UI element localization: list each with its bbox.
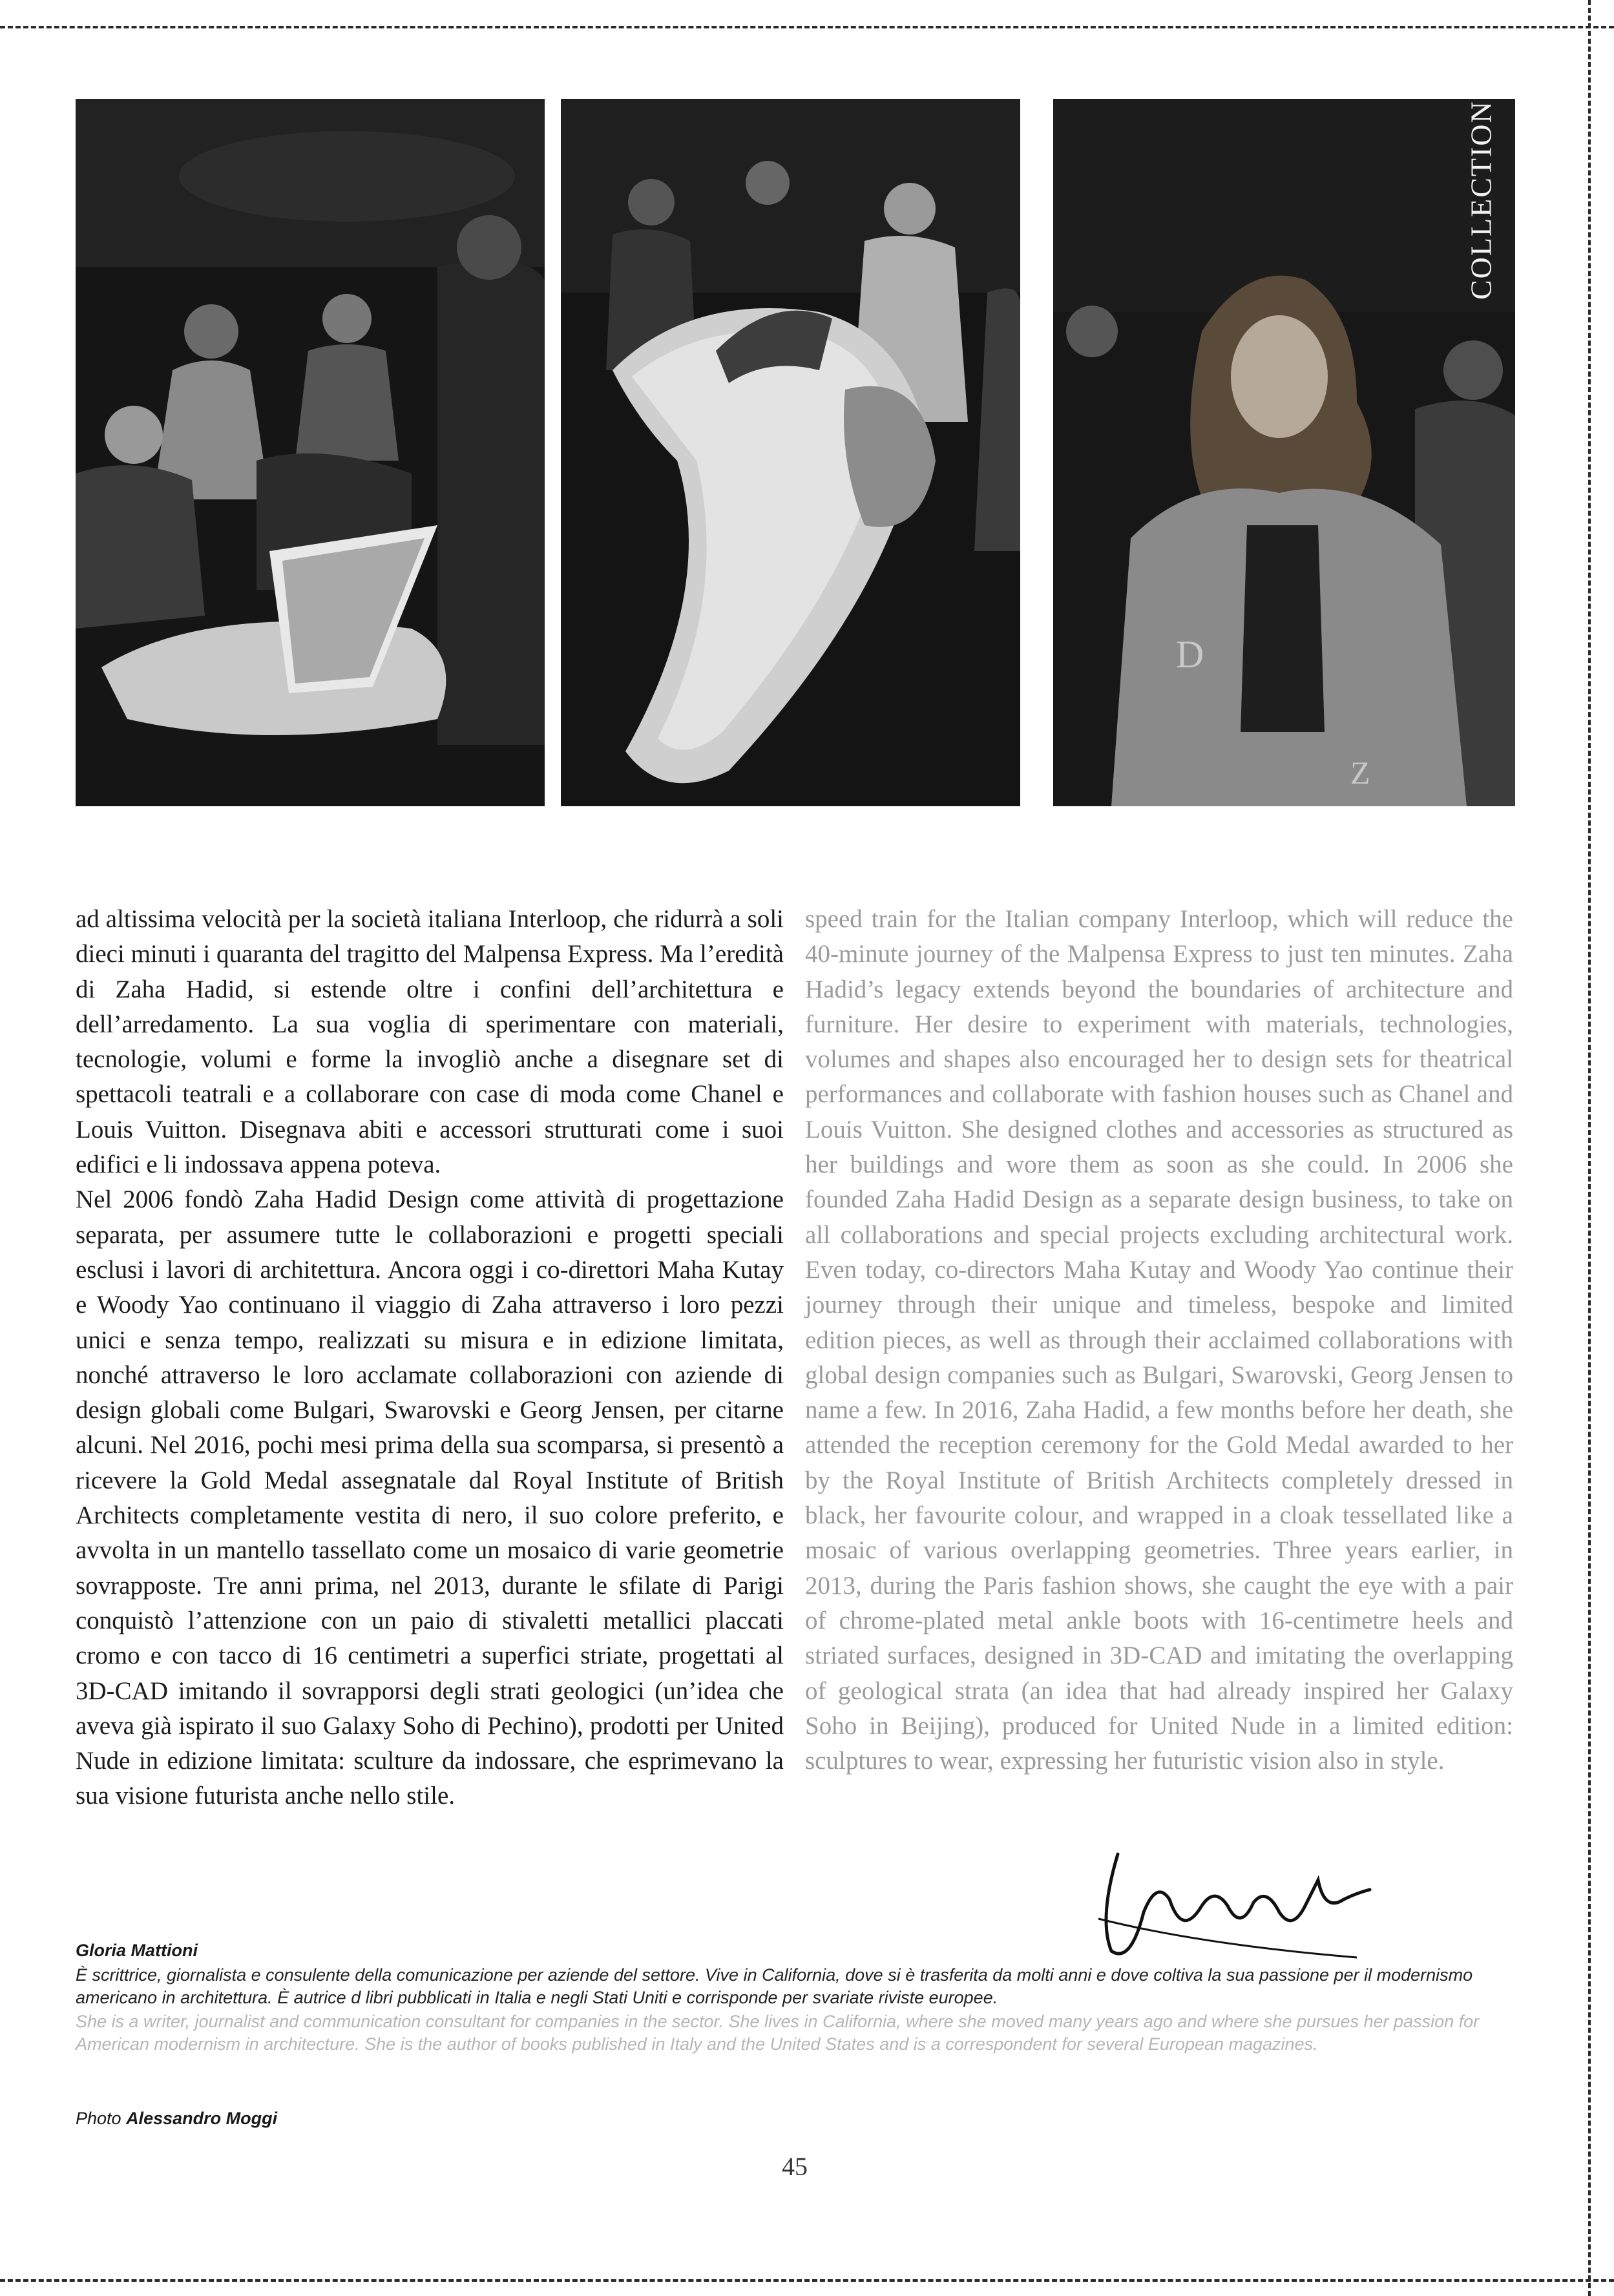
author-name: Gloria Mattioni [76,1941,198,1960]
page-number: 45 [782,2152,808,2181]
photo-lounge-sofa [561,99,1020,806]
svg-text:D: D [1176,633,1204,676]
paragraph: Nel 2006 fondò Zaha Hadid Design come attività di progettazione separata, per assumere tutte le collaborazioni e progetti speciali esclusi i lavori di architettura. Ancora oggi i co-direttori Maha Kutay e Woody Yao continuano il viaggio di Zaha attraverso i loro pezzi unici e senza tempo, realizzati su misura e in edizione limitata, nonché attraverso le loro acclamate collaborazioni con aziende di design globali come Bulgari, Swarovski e Georg Jensen, per citarne alcuni. Nel 2016, pochi mesi prima della sua scomparsa, si presentò a ricevere la Gold Medal assegnatale dal Royal Institute of British Architects completamente vestita di nero, il suo colore preferito, e avvolta in un mantello tassellato come un mosaico di varie geometrie sovrapposte. Tre anni prima, nel 2013, durante le sfilate di Parigi conquistò l’attenzione con un paio di stivaletti metallici placcati cromo e con tacco di 16 centimetri a superfici striate, progettati al 3D-CAD imitando il sovrapporsi degli strati geologici (un’idea che aveva già ispirato il suo Galaxy Soho di Pechino), prodotti per United Nude in edizione limitata: sculture da indossare, che esprimevano la sua visione futurista anche nello stile. [76,1185,784,1810]
svg-text:Z: Z [1350,755,1370,791]
photo-credit-name: Alessandro Moggi [126,2109,278,2128]
article-column-english [805,902,1513,1779]
photo-audience-chair [76,99,545,806]
author-bio-english: She is a writer, journalist and communication consultant for companies in the sector. She lives in California, where she moved many years ago and where she pursues her passion for American modernism in architecture. She is the author of books published in Italy and the United States and is a correspondent for several European magazines. [76,2012,1480,2054]
paragraph: ad altissima velocità per la società italiana Interloop, che ridurrà a soli dieci minuti i quaranta del tragitto del Malpensa Express. Ma l’eredità di Zaha Hadid, si estende oltre i confini dell’architettura e dell’arredamento. La sua voglia di sperimentare con materiali, tecnologie, volumi e forme la invogliò anche a disegnare set di spettacoli teatrali e a collaborare con case di moda come Chanel e Louis Vuitton. Disegnava abiti e accessori strutturati come i suoi edifici e li indossava appena poteva. [76,905,784,1179]
author-bio-italian: È scrittrice, giornalista e consulente della comunicazione per aziende del settore. Vive in California, dove si è trasferita da molti anni e dove coltiva la sua passione per il modernismo americano in architettura. È autrice d libri pubblicati in Italia e negli Stati Uniti e corrisponde per svariate riviste europee. [76,1965,1473,2007]
article-column-italian [76,902,784,1814]
paragraph: speed train for the Italian company Interloop, which will reduce the 40-minute journey of the Malpensa Express to just ten minutes. Zaha Hadid’s legacy extends beyond the boundaries of architecture and furniture. Her desire to experiment with materials, technologies, volumes and shapes also encouraged her to design sets for theatrical performances and collaborate with fashion houses such as Chanel and Louis Vuitton. She designed clothes and accessories as structured as her buildings and wore them as soon as she could. In 2006 she founded Zaha Hadid Design as a separate design business, to take on all collaborations and special projects excluding architectural work. Even today, co-directors Maha Kutay and Woody Yao continue their journey through their unique and timeless, bespoke and limited edition pieces, as well as through their acclaimed collaborations with global design companies such as Bulgari, Swarovski, Georg Jensen to name a few. In 2016, Zaha Hadid, a few months before her death, she attended the reception ceremony for the Gold Medal awarded to her by the Royal Institute of British Architects completely dressed in black, her favourite colour, and wrapped in a cloak tessellated like a mosaic of various overlapping geometries. Three years earlier, in 2013, during the Paris fashion shows, she caught the eye with a pair of chrome-plated metal ankle boots with 16-centimetre heels and striated surfaces, designed in 3D-CAD and imitating the overlapping of geological strata (an idea that had already inspired her Galaxy Soho in Beijing), produced for United Nude in a limited edition: sculptures to wear, expressing her futuristic vision also in style. [805,905,1513,1775]
crop-mark-top [0,26,1614,28]
photo-credit [76,2109,277,2129]
section-label: COLLECTION [1464,100,1498,300]
photo-credit-label: Photo [76,2109,127,2128]
crop-mark-bottom [0,2279,1614,2282]
photo-portrait [1053,99,1515,806]
crop-mark-right [1588,0,1591,2296]
